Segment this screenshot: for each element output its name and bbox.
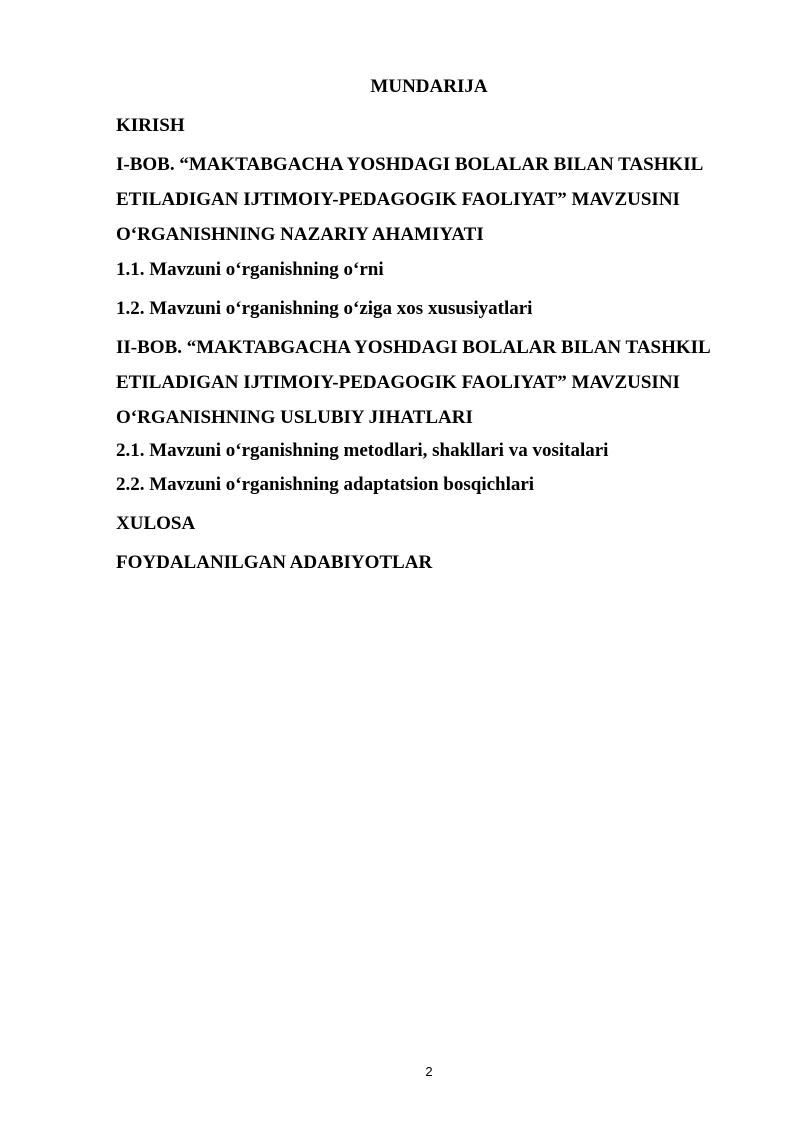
toc-entry-label: 2.1. Mavzuni o‘rganishning metodlari, shakllari va vositalari [116, 440, 609, 461]
page-title: MUNDARIJA [370, 76, 488, 97]
toc-entry-label: FOYDALANILGAN ADABIYOTLAR [116, 552, 433, 573]
toc-entry-line: I-BOB. “MAKTABGACHA YOSHDAGI BOLALAR BILAN TASHKIL [116, 154, 704, 175]
toc-entry-label: 2.2. Mavzuni o‘rganishning adaptatsion bosqichlari [116, 474, 535, 495]
toc-entry-label: KIRISH [116, 115, 185, 136]
toc-entry-section-1-2 [116, 298, 532, 320]
toc-entry-line: ETILADIGAN IJTIMOIY-PEDAGOGIK FAOLIYAT” MAVZUSINI [116, 372, 680, 393]
toc-entry-section-2-2 [116, 474, 534, 496]
toc-entry-references [116, 552, 432, 574]
toc-entry-line: O‘RGANISHNING USLUBIY JIHATLARI [116, 407, 473, 428]
toc-entry-line: O‘RGANISHNING NAZARIY AHAMIYATI [116, 224, 484, 245]
toc-entry-conclusion [116, 513, 195, 535]
toc-entry-label: XULOSA [116, 513, 196, 534]
toc-entry-label: 1.1. Mavzuni o‘rganishning o‘rni [116, 259, 384, 280]
page-number: 2 [425, 1064, 433, 1079]
toc-entry-section-2-1 [116, 440, 608, 462]
toc-entry-introduction [116, 115, 185, 137]
toc-entry-line: II-BOB. “MAKTABGACHA YOSHDAGI BOLALAR BILAN TASHKIL [116, 337, 711, 358]
toc-entry-chapter-1 [116, 154, 703, 259]
toc-entry-line: ETILADIGAN IJTIMOIY-PEDAGOGIK FAOLIYAT” MAVZUSINI [116, 189, 680, 210]
toc-entry-section-1-1 [116, 259, 384, 281]
toc-entry-chapter-2 [116, 337, 711, 442]
toc-entry-label: 1.2. Mavzuni o‘rganishning o‘ziga xos xususiyatlari [116, 298, 533, 319]
